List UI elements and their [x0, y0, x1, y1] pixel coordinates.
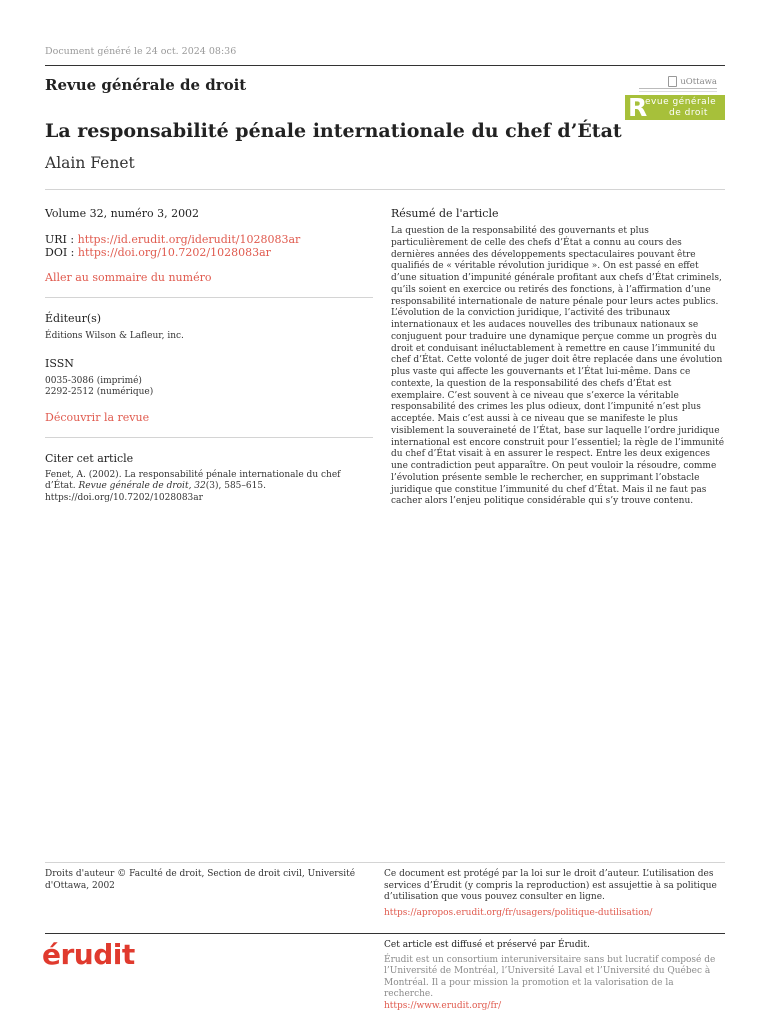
issn-label: ISSN [45, 356, 74, 370]
rgd-logo-line2: de droit [669, 108, 708, 118]
uottawa-shield-icon [668, 76, 677, 87]
article-title: La responsabilité pénale internationale du chef d’État [45, 120, 622, 142]
abstract-text: La question de la responsabilité des gouvernants et plus particulièrement de celle des chefs d’État a connu au cours des dernières années des développements spectaculaires pouvant être qualifiés de « véritable révolution juridique ». On est passé en effet d’une situation d’impunité générale profitant aux chefs d’État criminels, qu’ils soient en exercice ou retirés des fonctions, à l’affirmation d’une responsabilité internationale de nature pénale pour leurs actes publics. L’évolution de la conviction juridique, l’activité des tribunaux internationaux et les audaces nouvelles des tribunaux nationaux se conjuguent pour traduire une dynamique perçue comme un progrès du droit et conduisant inéluctablement à remettre en cause l’immunité du chef d’État. Cette volonté de juger doit être replacée dans une évolution plus vaste qui affecte les gouvernants et l’État lui-même. Dans ce contexte, la question de la responsabilité des chefs d’État est exemplaire. C’est souvent à ce niveau que s’exerce la véritable responsabilité des crimes les plus odieux, dont l’impunité n’est plus acceptée. Mais c’est aussi à ce niveau que se manifeste le plus visiblement la souveraineté de l’État, base sur laquelle l’ordre juridique international est encore construit pour l’essentiel; la règle de l’immunité du chef d’État visait à en assurer le respect. Entre les deux exigences une contradiction peut apparaître. On peut vouloir la résoudre, comme l’évolution présente semble le rechercher, en supprimant l’obstacle juridique que constitue l’immunité du chef d’État. Mais il ne faut pas cacher alors l’enjeu politique considérable qui s’y trouve contenu. [391, 226, 725, 507]
erudit-link[interactable]: https://www.erudit.org/fr/ [384, 1000, 502, 1011]
volume-info: Volume 32, numéro 3, 2002 [45, 207, 200, 220]
usage-policy-link[interactable]: https://apropos.erudit.org/fr/usagers/politique-dutilisation/ [384, 907, 653, 918]
usage-text: Ce document est protégé par la loi sur le droit d’auteur. L’utilisation des services d’Érudit (y compris la reproduction) est assujettie à sa politique d’utilisation que vous pouvez consulter en ligne. [384, 869, 717, 902]
uri-label: URI : [45, 233, 78, 246]
uri-link[interactable]: https://id.erudit.org/iderudit/1028083ar [77, 233, 301, 246]
abstract-column [391, 207, 725, 508]
discover-journal-link[interactable]: Découvrir la revue [45, 410, 150, 424]
issue-contents-link[interactable]: Aller au sommaire du numéro [45, 271, 212, 284]
doi-link[interactable]: https://doi.org/10.7202/1028083ar [77, 246, 271, 259]
erudit-logo: érudit [42, 938, 135, 971]
erudit-description: Érudit est un consortium interuniversitaire sans but lucratif composé de l’Université de Montréal, l’Université Laval et l’Université du Québec à Montréal. Il a pour mission la promotion et la valorisation de la recherche. [384, 954, 716, 999]
erudit-divider [45, 933, 725, 934]
divider [45, 297, 373, 298]
header-divider [45, 65, 725, 66]
doi-line [45, 246, 373, 259]
usage-notice [384, 869, 724, 919]
identifiers [45, 233, 373, 259]
uottawa-logo [668, 76, 717, 87]
uottawa-label: uOttawa [680, 76, 717, 87]
title-divider [45, 189, 725, 190]
divider [45, 437, 373, 438]
generated-date: Document généré le 24 oct. 2024 08:36 [45, 46, 237, 57]
issn-values [45, 376, 373, 399]
issn-print: 0035-3086 (imprimé) [45, 375, 142, 386]
publisher-value: Éditions Wilson & Lafleur, inc. [45, 331, 184, 341]
erudit-heading: Cet article est diffusé et préservé par Érudit. [384, 940, 590, 950]
rgd-logo-letter: R [628, 93, 648, 122]
rgd-logo [625, 95, 725, 120]
citation-volume: 32 [194, 481, 206, 491]
rgd-logo-line1: evue générale [645, 97, 717, 107]
abstract-label: Résumé de l'article [391, 207, 499, 220]
uottawa-subline [639, 88, 717, 92]
erudit-info [384, 940, 724, 1012]
metadata-column [45, 207, 373, 504]
uri-line [45, 233, 373, 246]
footer-divider [45, 862, 725, 863]
citation-journal: Revue générale de droit [78, 481, 189, 491]
journal-logo [625, 76, 725, 120]
citation-text: Fenet, A. (2002). La responsabilité pénale internationale du chef d’État. Revue générale de droit, 32(3), 585–615. https://doi.org/10.7202/1028083ar [45, 469, 341, 503]
issn-online: 2292-2512 (numérique) [45, 387, 154, 397]
article-author: Alain Fenet [45, 154, 135, 172]
journal-name: Revue générale de droit [45, 76, 247, 94]
copyright-notice: Droits d'auteur © Faculté de droit, Section de droit civil, Université d'Ottawa, 2002 [45, 869, 356, 891]
cite-label: Citer cet article [45, 451, 134, 465]
doi-label: DOI : [45, 246, 78, 259]
publisher-label: Éditeur(s) [45, 312, 102, 325]
